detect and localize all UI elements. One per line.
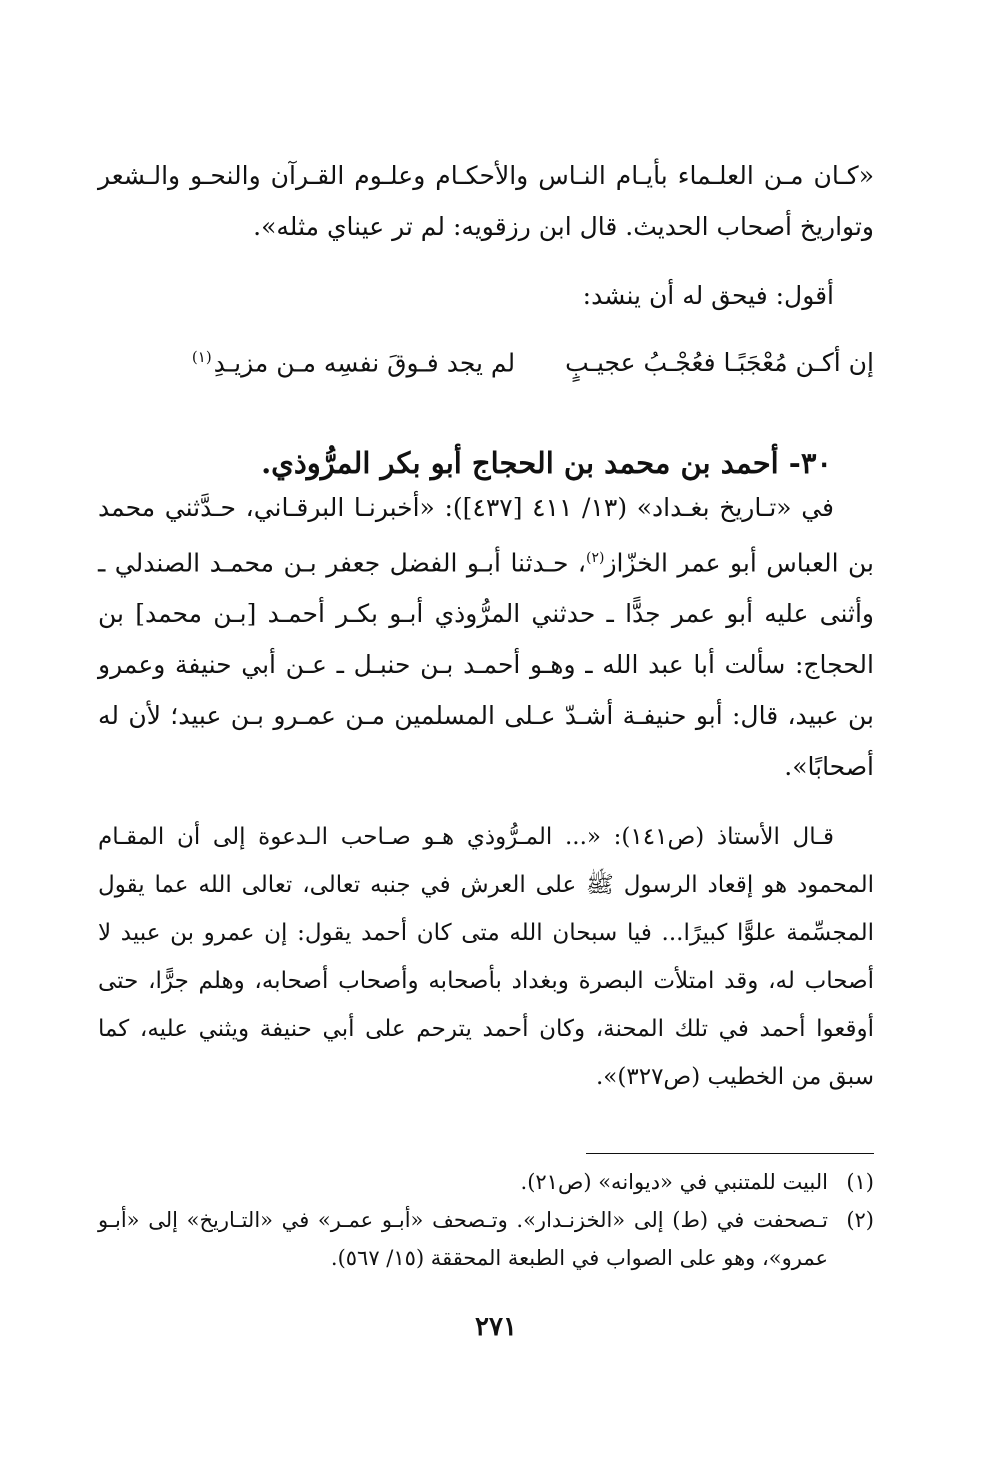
- footnote-1: [98, 1163, 874, 1201]
- verse-second-hemistich: [192, 332, 515, 388]
- ustadh-quote-paragraph: قـال الأستاذ (ص١٤١): «... المـرُّوذي هـو صـاحب الـدعوة إلى أن المقـام المحمود هو إقعاد الرسول ﷺ على العرش في جنبه تعالى، تعالى الله عما يقول المجسِّمة علوًّا كبيرًا... فيا سبحان الله متى كان أحمد يقول: إن عمرو بن عبيد لا أصحاب له، وقد امتلأت البصرة وبغداد بأصحابه وأصحاب أصحابه، وهلم جرًّا، حتى أوقعوا أحمد في تلك المحنة، وكان أحمد يترحم على أبي حنيفة ويثني عليه، كما سبق من الخطيب (ص٣٢٧)».: [98, 824, 874, 1090]
- poetry-verse: [98, 332, 874, 388]
- narration-text-start: في «تـاريخ بغـداد» (١٣/ ٤١١ [٤٣٧]): «أخبرنـا البرقـاني، حـدَّثني محمد بن العباس أبو عمر الخزّاز: [98, 493, 875, 578]
- footnotes-section: [98, 1163, 874, 1277]
- verse-second-hemistich-text: لم يجد فـوقَ نفسِه مـن مزيـدِ: [213, 348, 516, 378]
- commentary-line: أقول: فيحق له أن ينشد:: [582, 281, 834, 310]
- footnote-text: البيت للمتنبي في «ديوانه» (ص٢١).: [520, 1170, 828, 1194]
- footnote-number: (٢): [846, 1208, 874, 1232]
- footnote-text: تـصحفت في (ط) إلى «الخزنـدار». وتـصحف «أبـو عمـر» في «التـاريخ» إلى «أبـو عمرو»، وهو على الصواب في الطبعة المحققة (١٥/ ٥٦٧).: [98, 1208, 828, 1270]
- footnote-number: (١): [846, 1170, 874, 1194]
- footnote-ref-2[interactable]: (٢): [585, 550, 605, 566]
- section-heading: ٣٠- أحمد بن محمد بن الحجاج أبو بكر المرُّوذي.: [261, 446, 832, 481]
- verse-first-hemistich: إن أكـن مُعْجَبًـا فعُجْـبُ عجيـبٍ: [565, 348, 874, 378]
- page-number: ٢٧١: [475, 1312, 517, 1342]
- narration-text-end: ، حـدثنا أبـو الفضل جعفر بـن محمـد الصندلي ـ وأثنى عليه أبو عمر جدًّا ـ حدثني المرُّوذي أبـو بكـر أحمـد [بـن محمد] بن الحجاج: سألت أبا عبد الله ـ وهـو أحمـد بـن حنبـل ـ عـن أبي حنيفة وعمرو بن عبيد، قال: أبو حنيفـة أشـدّ عـلى المسلمين مـن عمـرو بـن عبيد؛ لأن له أصحابًا».: [98, 548, 874, 782]
- narration-paragraph: [98, 482, 874, 792]
- footnote-divider: [586, 1153, 874, 1154]
- quoted-paragraph: «كـان مـن العلـماء بأيـام النـاس والأحكـام وعلـوم القـرآن والنحـو والـشعر وتواريخ أصحاب الحديث. قال ابن رزقويه: لم تر عيناي مثله».: [98, 161, 874, 241]
- footnote-2: [98, 1201, 874, 1277]
- footnote-ref-1[interactable]: (١): [191, 348, 212, 366]
